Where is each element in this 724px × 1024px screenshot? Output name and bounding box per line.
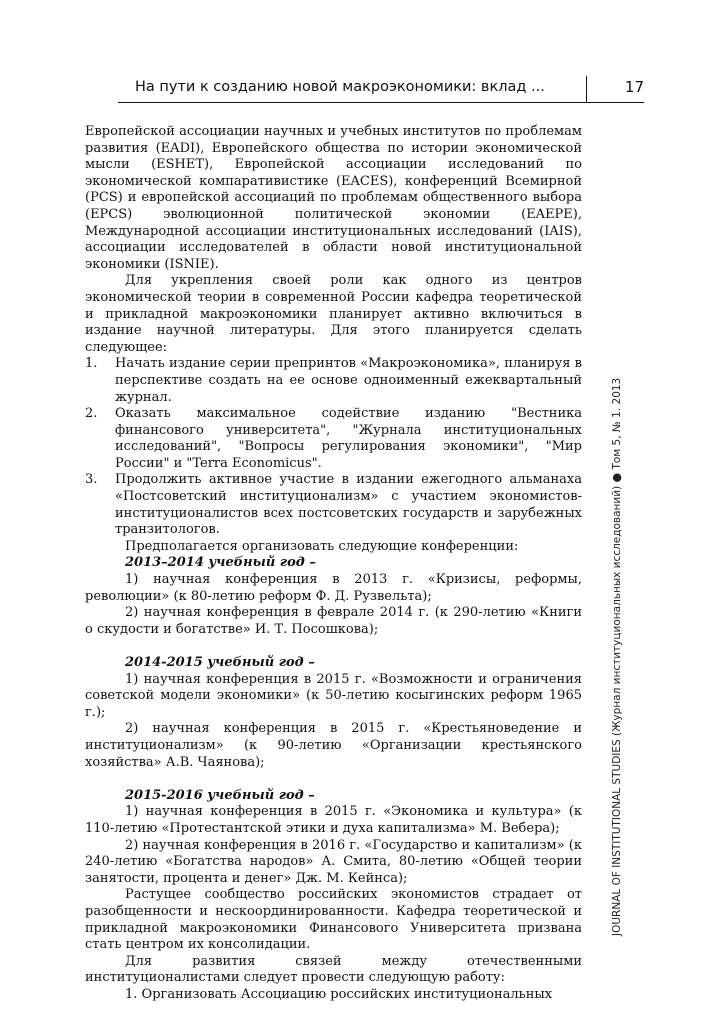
journal-side-label [610, 377, 623, 936]
list-text: Продолжить активное участие в издании ежегодного альманаха «Постсоветский институционализм» с участием экономистов-институционалистов всех постсоветских государств и зарубежных транзитологов. [115, 472, 582, 538]
list-text: Оказать максимальное содействие изданию "Вестника финансового университета", "Журнала институциональных исследований", "Вопросы регулирования экономики", "Мир России" и "Terra Economicus". [115, 406, 582, 471]
list-number: 2. [85, 406, 98, 422]
intro-paragraph: Европейской ассоциации научных и учебных институтов по проблемам развития (EADI), Европейского общества по истории экономической мысли (ESHET), Европейской ассоциации исследований по экономической компаративистике (EACES), конференций Всемирной (PCS) и европейской ассоциаций по проблемам общественного выбора (EPCS) эволюционной политической экономии (EAEPE), Международной ассоциации институциональных исследований (IAIS), ассоциации исследователей в области новой институциональной экономики (ISNIE). [85, 124, 582, 272]
list-number: 3. [85, 472, 98, 488]
conference-item: 1) научная конференция в 2015 г. «Возможности и ограничения советской модели экономики» (к 50-летию косыгинских реформ 1965 г.); [85, 671, 582, 720]
list-text: Начать издание серии препринтов «Макроэкономика», планируя в перспективе создать на ее основе одноименный ежеквартальный журнал. [115, 356, 582, 405]
ties-paragraph: Для развития связей между отечественными институционалистами следует провести следующую работу: [85, 953, 582, 986]
page-number: 17 [624, 78, 644, 96]
list-item [85, 472, 582, 538]
header-divider-tick [586, 76, 587, 102]
article-body [85, 124, 582, 1003]
year-heading: 2014-2015 учебный год – [125, 655, 315, 670]
list-item [85, 356, 582, 406]
conference-item: 2) научная конференция в 2016 г. «Государство и капитализм» (к 240-летию «Богатства народов» А. Смита, 80-летию «Общей теории занятости, процента и денег» Дж. М. Кейнса); [85, 837, 582, 886]
year-heading: 2015-2016 учебный год – [125, 787, 315, 803]
conference-item: 1) научная конференция в 2015 г. «Экономика и культура» (к 110-летию «Протестантской этики и духа капитализма» М. Вебера); [85, 804, 582, 836]
issue-info: Том 5, № 1. 2013 [611, 377, 623, 470]
bullet-icon: ● [610, 472, 623, 483]
publishing-paragraph: Для укрепления своей роли как одного из центров экономической теории в современной России кафедра теоретической и прикладной макроэкономики планирует активно включиться в издание научной литературы. Для этого планируется сделать следующее: [85, 273, 582, 355]
final-list-item: 1. Организовать Ассоциацию российских институциональных [125, 986, 553, 1002]
list-number: 1. [85, 356, 98, 372]
conference-item: 1) научная конференция в 2013 г. «Кризисы, реформы, революции» (к 80-летию реформ Ф. Д. Рузвельта); [85, 572, 582, 604]
conferences-intro: Предполагается организовать следующие конференции: [125, 538, 519, 554]
journal-name: JOURNAL OF INSTITUTIONAL STUDIES (Журнал институциональных исследований) [611, 485, 623, 936]
spacer [85, 638, 582, 655]
spacer [85, 771, 582, 788]
header-rule [118, 102, 644, 103]
list-item [85, 406, 582, 472]
running-header-title: На пути к созданию новой макроэкономики: вклад ... [135, 79, 545, 95]
conference-item: 2) научная конференция в феврале 2014 г. (к 290-летию «Книги о скудости и богатстве» И. Т. Посошкова); [85, 605, 582, 637]
year-heading: 2013–2014 учебный год – [125, 555, 316, 571]
conference-item: 2) научная конференция в 2015 г. «Крестьяноведение и институционализм» (к 90-летию «Организации крестьянского хозяйства» А.В. Чаянова); [85, 721, 582, 770]
community-paragraph: Растущее сообщество российских экономистов страдает от разобщенности и нескоординированности. Кафедра теоретической и прикладной макроэкономики Финансового Университета призвана стать центром их консолидации. [85, 887, 582, 953]
